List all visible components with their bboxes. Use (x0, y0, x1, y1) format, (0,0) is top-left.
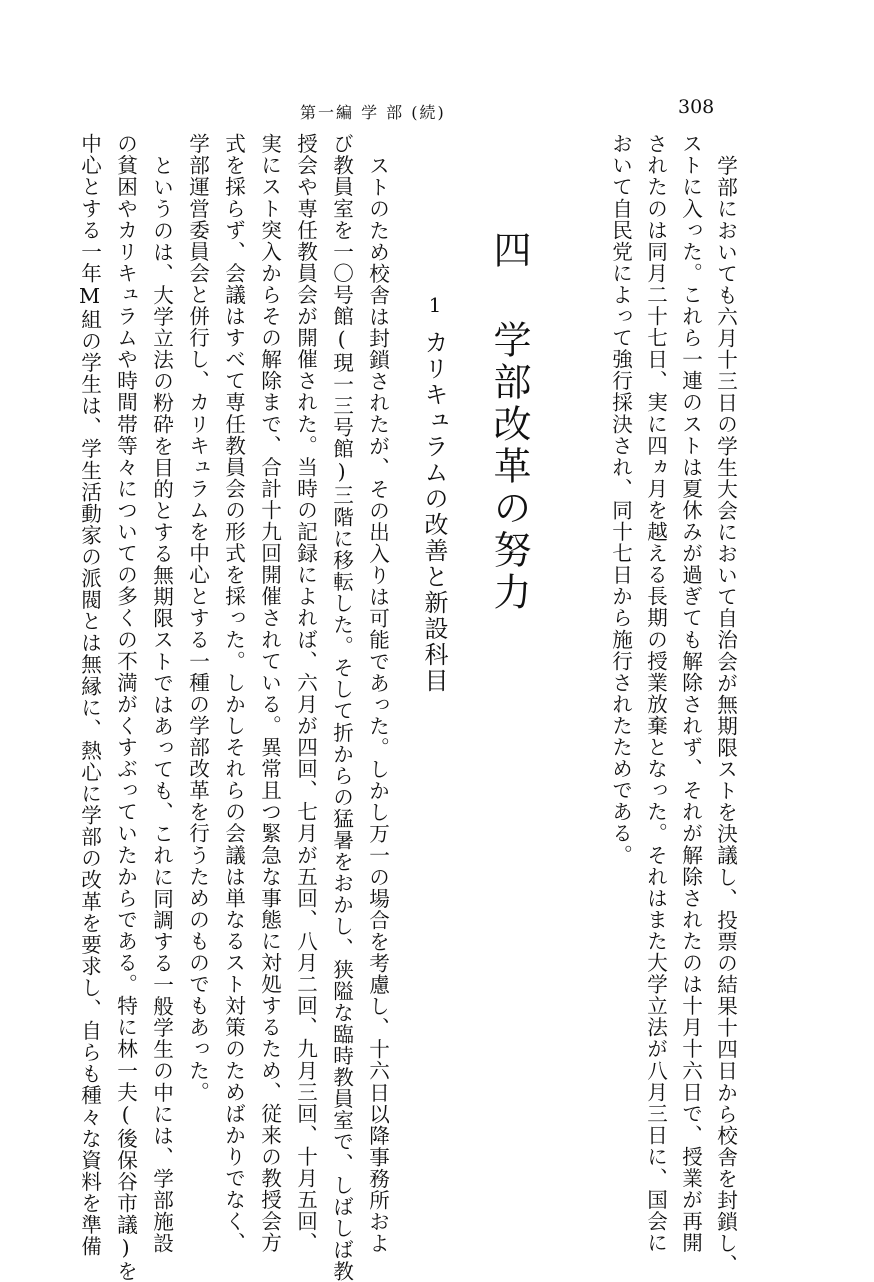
running-head: 第一編 学 部 (続) (300, 103, 446, 122)
text-line: ストに入った。これら一連のストは夏休みが過ぎても解除されず、それが解除されたのは十月十六日で、授業が再開 (678, 133, 703, 1254)
text-line: というのは、大学立法の粉砕を目的とする無期限ストではあっても、これに同調する一般学生の中には、学部施設 (149, 155, 174, 1255)
text-line: おいて自民党によって強行採決され、同十七日から施行されたためである。 (608, 133, 633, 866)
text-line: び教員室を一〇号館(現一三号館)三階に移転した。そして折からの猛暑をおかし、狭隘な臨時教員室で、しばしば教 (329, 133, 354, 1282)
text-line: 式を採らず、会議はすべて専任教員会の形式を採った。しかしそれらの会議は単なるスト対策のためばかりでなく、 (221, 133, 246, 1254)
text-line: の貧困やカリキュラムや時間帯等々についての多くの不満がくすぶっていたからである。特に林一夫(後保谷市議)を (113, 133, 138, 1282)
subsection-number: 1 (423, 293, 447, 317)
text-line: 実にスト突入からその解除まで、合計十九回開催されている。異常且つ緊急な事態に対処するため、従来の教授会方 (257, 133, 282, 1254)
text-line: ストのため校舎は封鎖されたが、その出入りは可能であった。しかし万一の場合を考慮し、十六日以降事務所およ (365, 155, 390, 1255)
text-line: されたのは同月二十七日、実に四ヵ月を越える長期の授業放棄となった。それはまた大学立法が八月三日に、国会に (643, 133, 668, 1254)
section-heading: 四 学部改革の努力 (487, 230, 531, 614)
page-number: 308 (678, 96, 715, 118)
text-line: 授会や専任教員会が開催された。当時の記録によれば、六月が四回、七月が五回、八月二回、九月三回、十月五回、 (293, 133, 318, 1254)
text-line: 学部運営委員会と併行し、カリキュラムを中心とする一種の学部改革を行うためのものでもあった。 (185, 133, 210, 1103)
text-line: 学部においても六月十三日の学生大会において自治会が無期限ストを決議し、投票の結果十四日から校舎を封鎖し、 (713, 155, 738, 1276)
text-line: 中心とする一年M組の学生は、学生活動家の派閥とは無縁に、熱心に学部の改革を要求し、自らも種々な資料を準備 (77, 133, 102, 1257)
subsection-title: カリキュラムの改善と新設科目 (420, 330, 448, 694)
